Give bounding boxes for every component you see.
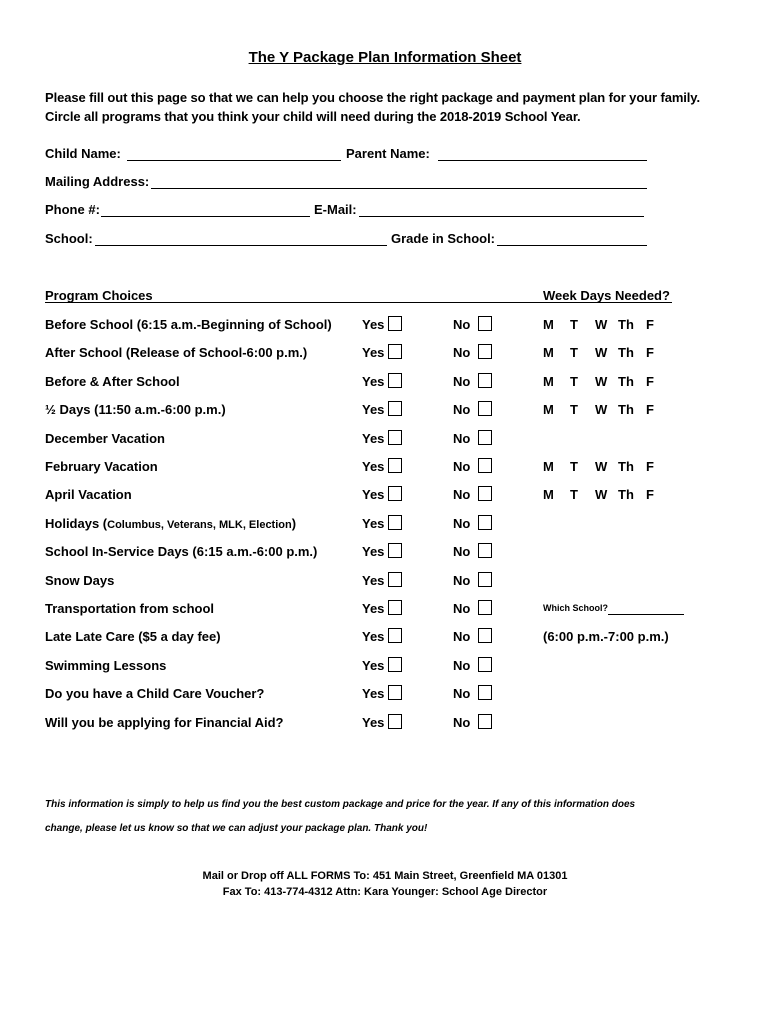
yes-checkbox[interactable] <box>388 486 402 501</box>
yes-label: Yes <box>362 459 385 474</box>
no-checkbox[interactable] <box>478 316 492 331</box>
weekday-option[interactable]: W <box>595 402 608 418</box>
school-field[interactable] <box>95 245 387 246</box>
program-label <box>45 573 114 588</box>
parent-name-field[interactable] <box>438 160 647 161</box>
mailing-address-field[interactable] <box>151 188 647 189</box>
weekday-option[interactable]: T <box>570 345 578 361</box>
program-label <box>45 459 158 474</box>
program-label <box>45 715 283 730</box>
program-row <box>0 686 770 708</box>
program-label <box>45 487 132 502</box>
yes-label: Yes <box>362 544 385 560</box>
no-label: No <box>453 714 471 730</box>
weekday-option[interactable]: T <box>570 487 578 503</box>
yes-checkbox[interactable] <box>388 685 402 700</box>
program-label <box>45 544 317 559</box>
grade-field[interactable] <box>497 245 647 246</box>
yes-label: Yes <box>362 657 385 673</box>
yes-label: Yes <box>362 601 385 616</box>
program-row <box>0 573 770 595</box>
program-label <box>45 516 296 531</box>
child-name-label: Child Name: <box>45 146 121 161</box>
yes-checkbox[interactable] <box>388 600 402 615</box>
child-name-field[interactable] <box>127 160 341 161</box>
yes-checkbox[interactable] <box>388 401 402 416</box>
no-label: No <box>453 487 471 503</box>
weekday-option[interactable]: F <box>646 487 654 503</box>
yes-checkbox[interactable] <box>388 628 402 643</box>
week-days <box>543 459 663 477</box>
week-days <box>543 487 663 505</box>
weekday-option[interactable]: Th <box>618 459 634 474</box>
no-label: No <box>453 544 471 560</box>
week-days-header: Week Days Needed? <box>543 288 670 303</box>
mailing-address-label: Mailing Address: <box>45 174 150 189</box>
page-title: The Y Package Plan Information Sheet <box>248 49 522 66</box>
weekday-option[interactable]: M <box>543 402 554 418</box>
footer-fax-line: Fax To: 413-774-4312 Attn: Kara Younger: School Age Director <box>222 886 548 898</box>
yes-label: Yes <box>362 572 385 588</box>
yes-checkbox[interactable] <box>388 714 402 729</box>
yes-label: Yes <box>362 686 385 702</box>
program-label <box>45 317 332 332</box>
yes-label: Yes <box>362 629 385 645</box>
email-field[interactable] <box>359 216 644 217</box>
yes-checkbox[interactable] <box>388 458 402 473</box>
weekday-option[interactable]: T <box>570 459 578 474</box>
program-row <box>0 431 770 453</box>
no-checkbox[interactable] <box>478 486 492 501</box>
weekday-option[interactable]: T <box>570 402 578 418</box>
yes-checkbox[interactable] <box>388 572 402 587</box>
no-checkbox[interactable] <box>478 600 492 615</box>
program-label-text: Swimming Lessons <box>45 657 167 673</box>
program-label-text: Before School (6:15 a.m.-Beginning of School) <box>45 317 332 332</box>
yes-checkbox[interactable] <box>388 430 402 445</box>
program-label-text: Do you have a Child Care Voucher? <box>45 686 265 702</box>
program-label <box>45 601 214 616</box>
intro-line-2: Circle all programs that you think your child will need during the 2018-2019 School Year. <box>45 109 581 124</box>
program-label-text: December Vacation <box>45 430 165 446</box>
program-label-text: Transportation from school <box>45 601 215 616</box>
no-label: No <box>453 402 471 418</box>
program-label-text: Before & After School <box>45 373 180 389</box>
no-checkbox[interactable] <box>478 344 492 359</box>
weekday-option[interactable]: W <box>595 373 608 389</box>
intro-line-1: Please fill out this page so that we can help you choose the right package and payment plan for your family. <box>45 90 700 105</box>
program-row <box>0 715 770 737</box>
week-days <box>543 374 663 392</box>
program-row <box>0 629 770 651</box>
program-label <box>45 431 165 446</box>
program-label-text: After School (Release of School-6:00 p.m.) <box>45 345 308 361</box>
week-days <box>543 402 663 420</box>
weekday-option[interactable]: F <box>646 459 654 474</box>
weekday-option[interactable]: T <box>570 317 578 332</box>
no-label: No <box>453 686 471 702</box>
yes-label: Yes <box>362 373 385 389</box>
email-label: E-Mail: <box>314 202 357 217</box>
program-row <box>0 658 770 680</box>
program-row <box>0 317 770 339</box>
yes-checkbox[interactable] <box>388 373 402 388</box>
no-label: No <box>453 515 471 531</box>
program-label <box>45 686 264 701</box>
weekday-option[interactable]: M <box>543 487 554 503</box>
yes-label: Yes <box>362 430 385 446</box>
program-label-text: April Vacation <box>45 487 132 503</box>
program-row <box>0 516 770 538</box>
weekday-option[interactable]: Th <box>618 487 634 503</box>
yes-label: Yes <box>362 345 385 361</box>
no-checkbox[interactable] <box>478 572 492 587</box>
program-row <box>0 601 770 623</box>
weekday-option[interactable]: W <box>595 317 608 332</box>
weekday-option[interactable]: F <box>646 345 654 361</box>
no-checkbox[interactable] <box>478 515 492 530</box>
program-row <box>0 487 770 509</box>
weekday-option[interactable]: Th <box>618 345 634 361</box>
program-row <box>0 374 770 396</box>
no-label: No <box>453 601 471 616</box>
weekday-option[interactable]: M <box>543 459 554 474</box>
weekday-option[interactable]: M <box>543 317 554 332</box>
which-school-field[interactable] <box>608 614 684 615</box>
program-row <box>0 544 770 566</box>
week-days <box>543 317 663 335</box>
no-label: No <box>453 317 471 332</box>
which-school-label: Which School? <box>543 603 608 613</box>
program-label <box>45 402 226 417</box>
no-label: No <box>453 430 471 446</box>
weekday-option[interactable]: Th <box>618 317 634 332</box>
no-label: No <box>453 629 471 645</box>
program-label-text: Snow Days <box>45 572 115 588</box>
phone-label: Phone #: <box>45 202 100 217</box>
weekday-option[interactable]: F <box>646 373 654 389</box>
program-label <box>45 658 166 673</box>
weekday-option[interactable]: W <box>595 487 608 503</box>
no-label: No <box>453 459 471 474</box>
yes-checkbox[interactable] <box>388 657 402 672</box>
program-label-text: School In-Service Days (6:15 a.m.-6:00 p.m.) <box>45 544 318 560</box>
weekday-option[interactable]: Th <box>618 373 634 389</box>
yes-label: Yes <box>362 515 385 531</box>
program-label-text: ½ Days (11:50 a.m.-6:00 p.m.) <box>45 402 226 418</box>
program-label <box>45 374 180 389</box>
program-label-end: ) <box>291 515 297 531</box>
yes-label: Yes <box>362 714 385 730</box>
footer-mail-line: Mail or Drop off ALL FORMS To: 451 Main Street, Greenfield MA 01301 <box>202 870 568 882</box>
no-label: No <box>453 572 471 588</box>
program-label-detail: Columbus, Veterans, MLK, Election <box>107 518 292 531</box>
weekday-option[interactable]: W <box>595 459 608 474</box>
no-checkbox[interactable] <box>478 685 492 700</box>
late-care-hours: (6:00 p.m.-7:00 p.m.) <box>543 629 669 645</box>
program-row <box>0 402 770 424</box>
no-checkbox[interactable] <box>478 628 492 643</box>
weekday-option[interactable]: M <box>543 373 554 389</box>
program-label <box>45 629 221 644</box>
note-line-2: change, please let us know so that we can adjust your package plan. Thank you! <box>45 823 428 834</box>
no-label: No <box>453 657 471 673</box>
phone-field[interactable] <box>101 216 310 217</box>
program-label-text: Will you be applying for Financial Aid? <box>45 714 284 730</box>
program-label-text: Late Late Care ($5 a day fee) <box>45 629 221 645</box>
weekday-option[interactable]: M <box>543 345 554 361</box>
week-days <box>543 345 663 363</box>
program-row <box>0 459 770 481</box>
program-label-text: Holidays ( <box>45 515 108 531</box>
weekday-option[interactable]: T <box>570 373 578 389</box>
school-label: School: <box>45 231 93 246</box>
no-checkbox[interactable] <box>478 458 492 473</box>
yes-label: Yes <box>362 487 385 503</box>
weekday-option[interactable]: Th <box>618 402 634 418</box>
program-label <box>45 345 307 360</box>
yes-checkbox[interactable] <box>388 515 402 530</box>
program-choices-header: Program Choices <box>45 288 153 303</box>
no-checkbox[interactable] <box>478 373 492 388</box>
yes-label: Yes <box>362 317 385 332</box>
no-checkbox[interactable] <box>478 543 492 558</box>
weekday-option[interactable]: W <box>595 345 608 361</box>
weekday-option[interactable]: F <box>646 317 654 332</box>
yes-checkbox[interactable] <box>388 543 402 558</box>
yes-checkbox[interactable] <box>388 316 402 331</box>
no-checkbox[interactable] <box>478 401 492 416</box>
no-checkbox[interactable] <box>478 714 492 729</box>
no-label: No <box>453 373 471 389</box>
no-checkbox[interactable] <box>478 657 492 672</box>
note-line-1: This information is simply to help us find you the best custom package and price for the year. If any of this information does <box>45 799 636 810</box>
yes-checkbox[interactable] <box>388 344 402 359</box>
program-row <box>0 345 770 367</box>
yes-label: Yes <box>362 402 385 418</box>
no-checkbox[interactable] <box>478 430 492 445</box>
parent-name-label: Parent Name: <box>346 146 430 161</box>
grade-label: Grade in School: <box>391 231 496 246</box>
no-label: No <box>453 345 471 361</box>
program-label-text: February Vacation <box>45 459 158 474</box>
weekday-option[interactable]: F <box>646 402 654 418</box>
